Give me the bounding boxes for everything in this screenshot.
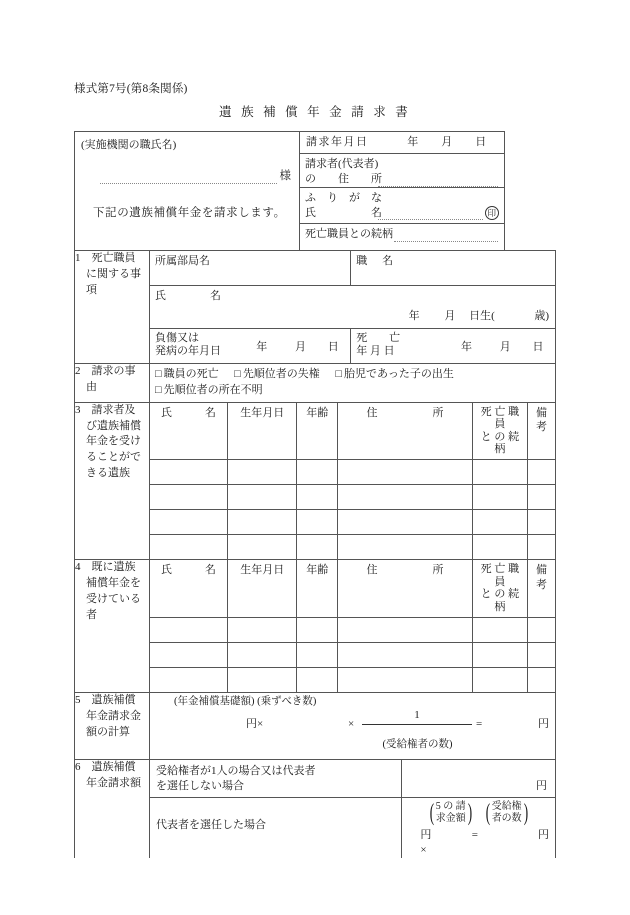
cell-age[interactable] bbox=[297, 617, 338, 642]
col-header-remarks: 備考 bbox=[527, 560, 555, 617]
claimant-name-cell bbox=[300, 187, 505, 223]
cell-address[interactable] bbox=[338, 510, 473, 535]
relation-to-deceased-cell bbox=[300, 223, 505, 250]
bracket-claim-amount: ( 5 の 請 求金額 ) bbox=[429, 799, 472, 826]
cell-address[interactable] bbox=[338, 617, 473, 642]
table-row[interactable] bbox=[150, 485, 555, 510]
table-row[interactable] bbox=[150, 642, 555, 667]
table-header-row bbox=[150, 560, 555, 617]
cell-name[interactable] bbox=[150, 642, 228, 667]
section4-label-line-0: 4 既に遺族 bbox=[75, 561, 136, 574]
injury-date-ymd: 年 月 日 bbox=[256, 340, 339, 353]
section4-row bbox=[75, 560, 556, 693]
cell-birthdate[interactable] bbox=[228, 535, 297, 560]
section3-label-line-0: 3 請求者及 bbox=[75, 403, 136, 416]
section6-label bbox=[75, 759, 150, 858]
section3-label-line-4: きる遺族 bbox=[86, 467, 130, 480]
section6-row1 bbox=[75, 759, 556, 798]
cell-age[interactable] bbox=[297, 460, 338, 485]
section3-table-cell bbox=[150, 402, 556, 560]
col-header-age: 年齢 bbox=[297, 560, 338, 617]
section4-label-line-3: 者 bbox=[86, 608, 97, 621]
section1-label-line-2: 項 bbox=[86, 283, 97, 296]
cell-remarks[interactable] bbox=[527, 485, 555, 510]
option-label-whereabouts-unknown: 先順位者の所在不明 bbox=[163, 383, 263, 396]
death-date-cell[interactable] bbox=[351, 328, 556, 363]
cell-name[interactable] bbox=[150, 485, 228, 510]
calc-yen-times: 円× bbox=[246, 717, 264, 730]
relation-dotted-line bbox=[394, 231, 498, 242]
section5-label-line-1: 年金請求金 bbox=[86, 709, 141, 722]
furigana-label: ふ り が な bbox=[305, 191, 382, 204]
claimant-name-dotted-line bbox=[378, 210, 483, 221]
section3-label-line-2: 年金を受け bbox=[86, 435, 141, 448]
cell-address[interactable] bbox=[338, 667, 473, 692]
section5-label-line-0: 5 遺族補償 bbox=[75, 693, 136, 706]
table-header-row bbox=[150, 403, 555, 460]
claimant-name-field[interactable] bbox=[305, 206, 499, 221]
col-header-relation: 死 亡 職 員 と の 続 柄 bbox=[472, 403, 527, 460]
claimant-address-label: の 住 所 bbox=[305, 172, 382, 185]
calc-result-yen: 円 bbox=[538, 717, 549, 730]
cell-name[interactable] bbox=[150, 667, 228, 692]
section6-label-line-0: 6 遺族補償 bbox=[75, 760, 136, 773]
col-header-birthdate: 生年月日 bbox=[228, 403, 297, 460]
amount-a-yen: 円 bbox=[536, 779, 547, 792]
cell-birthdate[interactable] bbox=[228, 642, 297, 667]
death-date-label: 死 亡 年 月 日 bbox=[356, 331, 401, 358]
section5-row bbox=[75, 692, 556, 759]
eligible-survivors-table bbox=[150, 403, 555, 560]
cell-relation[interactable] bbox=[472, 617, 527, 642]
bracket-recipient-count: ( 受給権 者の数 ) bbox=[485, 799, 528, 826]
claim-date-day: 日 bbox=[475, 136, 487, 149]
cell-birthdate[interactable] bbox=[228, 460, 297, 485]
page-title: 遺 族 補 償 年 金 請 求 書 bbox=[219, 105, 411, 119]
section5-label bbox=[75, 692, 150, 759]
claimant-address-dotted-line bbox=[378, 176, 498, 187]
claim-date-label: 請求年月日 bbox=[306, 136, 369, 149]
calc-times-operator: × bbox=[348, 717, 355, 730]
section3-label-line-3: ることがで bbox=[86, 451, 141, 464]
deceased-birth-day: 日生( bbox=[469, 309, 495, 322]
section5-label-line-2: 額の計算 bbox=[86, 725, 130, 738]
section3-label bbox=[75, 402, 150, 560]
section6-amount-b-cell[interactable] bbox=[402, 798, 556, 858]
section2-label-line-1: 由 bbox=[86, 380, 97, 393]
section1-label-line-0: 1 死亡職員 bbox=[75, 251, 136, 264]
calc-fraction-bar bbox=[362, 724, 472, 725]
section6-condition-a-cell bbox=[150, 759, 402, 798]
agency-cell bbox=[75, 132, 300, 251]
applicant-header-row bbox=[75, 132, 556, 154]
cell-relation[interactable] bbox=[472, 510, 527, 535]
agency-name-dotted-line bbox=[100, 174, 277, 185]
cell-age[interactable] bbox=[297, 667, 338, 692]
condition-a-text: 受給権者が1人の場合又は代表者 を選任しない場合 bbox=[156, 764, 316, 792]
deceased-birth-month: 月 bbox=[444, 309, 456, 322]
option-label-forfeiture: 先順位者の失権 bbox=[242, 367, 320, 380]
checkbox-icon: □ bbox=[234, 367, 241, 380]
cell-address[interactable] bbox=[338, 535, 473, 560]
agency-label: (実施機関の職氏名) bbox=[81, 139, 177, 151]
section1-label-line-1: に関する事 bbox=[86, 267, 141, 280]
cell-address[interactable] bbox=[338, 642, 473, 667]
col-header-age: 年齢 bbox=[297, 403, 338, 460]
injury-date-label: 負傷又は 発病の年月日 bbox=[155, 331, 221, 358]
checkbox-icon: □ bbox=[155, 367, 162, 380]
checkbox-icon: □ bbox=[335, 367, 342, 380]
section6-condition-b-cell bbox=[150, 798, 402, 858]
section2-options-cell bbox=[150, 363, 556, 402]
checkbox-icon: □ bbox=[155, 383, 162, 396]
position-label: 職 名 bbox=[356, 254, 396, 267]
cell-birthdate[interactable] bbox=[228, 510, 297, 535]
calc-basis-note: (年金補償基礎額) (乗ずべき数) bbox=[174, 695, 317, 707]
calc-numerator: 1 bbox=[414, 708, 420, 721]
claim-reason-options-row2 bbox=[155, 383, 550, 399]
relation-field[interactable] bbox=[305, 227, 499, 242]
relation-label: 死亡職員との続柄 bbox=[305, 227, 393, 240]
cell-relation[interactable] bbox=[472, 460, 527, 485]
option-label-unborn-child-birth: 胎児であった子の出生 bbox=[343, 367, 454, 380]
cell-birthdate[interactable] bbox=[228, 617, 297, 642]
current-recipients-table bbox=[150, 560, 555, 692]
cell-remarks[interactable] bbox=[527, 642, 555, 667]
claimant-name-label: 氏 名 bbox=[305, 206, 382, 219]
cell-name[interactable] bbox=[150, 510, 228, 535]
cell-name[interactable] bbox=[150, 460, 228, 485]
cell-remarks[interactable] bbox=[527, 535, 555, 560]
section2-label-line-0: 2 請求の事 bbox=[75, 364, 136, 377]
col-header-address: 住 所 bbox=[338, 560, 473, 617]
form-number: 様式第7号(第8条関係) bbox=[74, 83, 188, 95]
table-row[interactable] bbox=[150, 667, 555, 692]
claimant-address-field[interactable] bbox=[305, 172, 499, 187]
deceased-age: 歳) bbox=[534, 309, 549, 322]
formula-equals: = bbox=[471, 829, 478, 842]
cell-address[interactable] bbox=[338, 485, 473, 510]
col-header-name: 氏 名 bbox=[150, 403, 228, 460]
table-row[interactable] bbox=[150, 510, 555, 535]
claim-reason-options-row1 bbox=[155, 367, 550, 383]
cell-remarks[interactable] bbox=[527, 460, 555, 485]
section4-label-line-2: 受けている bbox=[86, 593, 141, 605]
bracket-close-icon: ) bbox=[467, 799, 472, 826]
claim-date-ymd[interactable] bbox=[396, 135, 498, 150]
table-row[interactable] bbox=[150, 535, 555, 560]
cell-relation[interactable] bbox=[472, 642, 527, 667]
bracket-close-icon: ) bbox=[523, 799, 528, 826]
calc-denominator-note: (受給権者の数) bbox=[382, 738, 453, 750]
bracket-open-icon: ( bbox=[485, 799, 490, 826]
section4-label bbox=[75, 560, 150, 693]
claimant-address-cell bbox=[300, 154, 505, 188]
section1-row1 bbox=[75, 250, 556, 285]
section2-row bbox=[75, 363, 556, 402]
bracket-open-icon: ( bbox=[429, 799, 434, 826]
col-header-address: 住 所 bbox=[338, 403, 473, 460]
calc-fraction bbox=[362, 708, 472, 726]
cell-relation[interactable] bbox=[472, 485, 527, 510]
claim-date-month: 月 bbox=[441, 136, 453, 149]
cell-birthdate[interactable] bbox=[228, 485, 297, 510]
agency-honorific: 様 bbox=[279, 169, 291, 182]
deceased-name-cell[interactable] bbox=[150, 285, 556, 328]
condition-b-text: 代表者を選任した場合 bbox=[156, 819, 266, 832]
cell-remarks[interactable] bbox=[527, 617, 555, 642]
option-label-death: 職員の死亡 bbox=[163, 367, 219, 380]
cell-birthdate[interactable] bbox=[228, 667, 297, 692]
calc-equals: = bbox=[476, 717, 483, 730]
section3-row bbox=[75, 402, 556, 560]
claim-date-cell bbox=[300, 132, 505, 154]
cell-name[interactable] bbox=[150, 617, 228, 642]
position-cell[interactable] bbox=[351, 250, 556, 285]
deceased-name-label: 氏 名 bbox=[155, 289, 221, 302]
department-cell[interactable] bbox=[150, 250, 351, 285]
section4-label-line-1: 補償年金を bbox=[86, 577, 141, 590]
col-header-relation: 死 亡 職 員 と の 続 柄 bbox=[472, 560, 527, 617]
seal-stamp-icon: 印 bbox=[485, 206, 499, 220]
col-header-remarks: 備考 bbox=[527, 403, 555, 460]
cell-relation[interactable] bbox=[472, 535, 527, 560]
section2-label bbox=[75, 363, 150, 402]
checkbox-option-death[interactable] bbox=[155, 368, 219, 380]
claimant-title: 請求者(代表者) bbox=[305, 158, 379, 170]
cell-age[interactable] bbox=[297, 535, 338, 560]
injury-date-cell[interactable] bbox=[150, 328, 351, 363]
cell-remarks[interactable] bbox=[527, 667, 555, 692]
section6-amount-a-cell[interactable] bbox=[402, 759, 556, 798]
deceased-birth-year: 年 bbox=[408, 309, 420, 322]
cell-age[interactable] bbox=[297, 642, 338, 667]
cell-remarks[interactable] bbox=[527, 510, 555, 535]
col-header-name: 氏 名 bbox=[150, 560, 228, 617]
request-statement: 下記の遺族補償年金を請求します。 bbox=[93, 207, 286, 220]
section4-table-cell bbox=[150, 560, 556, 693]
claim-form-table bbox=[74, 131, 556, 858]
claim-date-year: 年 bbox=[407, 136, 419, 149]
cell-address[interactable] bbox=[338, 460, 473, 485]
cell-age[interactable] bbox=[297, 485, 338, 510]
agency-name-field[interactable] bbox=[99, 169, 291, 185]
checkbox-option-unborn-child-birth[interactable] bbox=[335, 368, 454, 380]
formula-brackets bbox=[402, 798, 555, 824]
section3-label-line-1: び遺族補償 bbox=[86, 419, 141, 432]
table-row[interactable] bbox=[150, 617, 555, 642]
formula-result-yen: 円 bbox=[538, 829, 549, 842]
section1-label bbox=[75, 250, 150, 363]
cell-name[interactable] bbox=[150, 535, 228, 560]
section5-calculation-cell[interactable] bbox=[150, 692, 556, 759]
checkbox-option-whereabouts-unknown[interactable] bbox=[155, 384, 263, 396]
department-label: 所属部局名 bbox=[155, 254, 210, 267]
section6-label-line-1: 年金請求額 bbox=[86, 776, 141, 789]
col-header-birthdate: 生年月日 bbox=[228, 560, 297, 617]
death-date-ymd: 年 月 日 bbox=[461, 340, 544, 353]
deceased-birth-fields[interactable] bbox=[150, 307, 555, 324]
formula-equation-line bbox=[402, 828, 555, 858]
table-row[interactable] bbox=[150, 460, 555, 485]
checkbox-option-forfeiture[interactable] bbox=[234, 368, 320, 380]
cell-age[interactable] bbox=[297, 510, 338, 535]
cell-relation[interactable] bbox=[472, 667, 527, 692]
formula-yen-times: 円× bbox=[420, 829, 432, 857]
